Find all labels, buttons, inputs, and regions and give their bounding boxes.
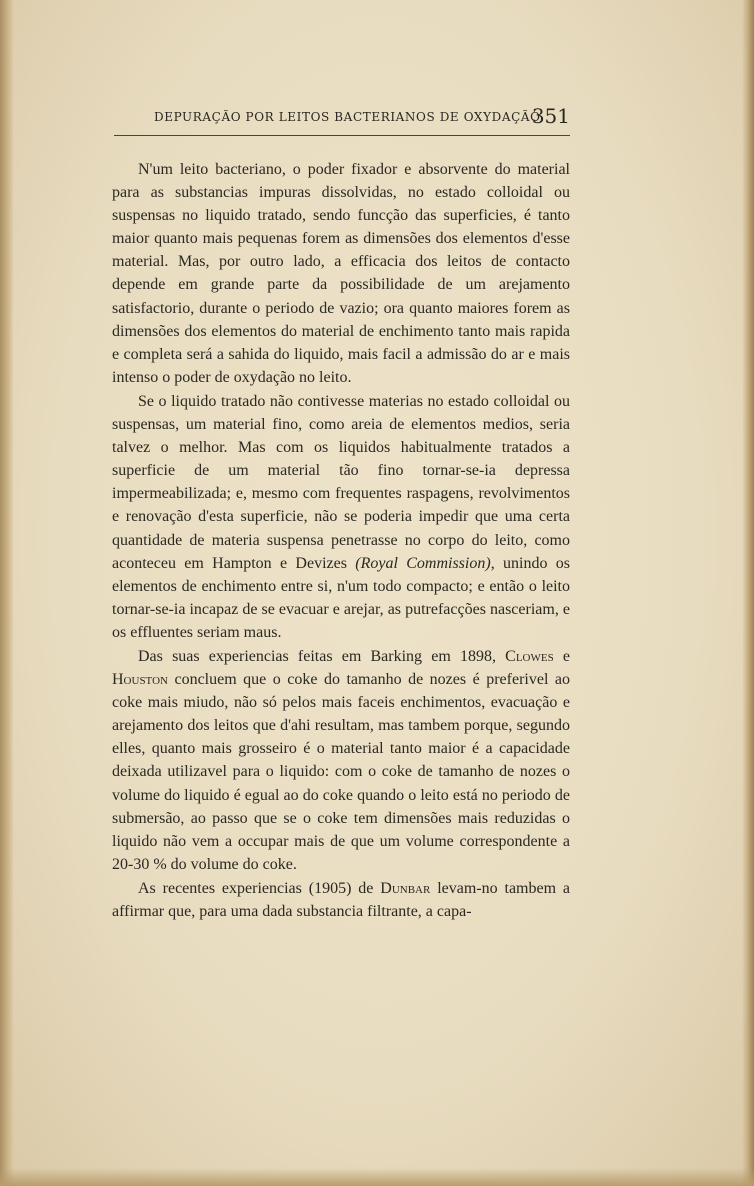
page-bottom-edge-shadow (0, 1168, 754, 1186)
paragraph-3-author-houston: Houston (112, 671, 168, 689)
header-rule (114, 135, 570, 136)
paragraph-3-author-clowes: Clowes (505, 647, 554, 665)
paragraph-2-text-b: , unindo os elementos de enchimento entre si, n'um todo compacto; e então o leito tornar-se-ia incapaz de se evacuar e arejar, as putrefacções nasceriam, e os effluentes seriam maus. (112, 554, 570, 641)
paragraph-1-text: N'um leito bacteriano, o poder fixador e absorvente do material para as substancias impuras dissolvidas, no estado colloidal ou suspensas no liquido tratado, sendo funcção das superficies, é tanto maior quanto mais pequenas forem as dimensões dos elementos d'esse material. Mas, por outro lado, a efficacia dos leitos de contacto depende em grande parte da possibilidade de um arejamento satisfactorio, durante o periodo de vazio; ora quanto maiores forem as dimensões dos elementos do material de enchimento tanto mais rapida e completa será a sahida do liquido, mais facil a admissão do ar e mais intenso o poder de oxydação no leito. (112, 161, 570, 386)
running-head: DEPURAÇÃO POR LEITOS BACTERIANOS DE OXYDAÇÃO (154, 110, 541, 124)
page-right-edge-shadow (742, 0, 754, 1186)
paragraph-1 (112, 158, 570, 389)
paragraph-3-text-c: concluem que o coke do tamanho de nozes é preferivel ao coke mais miudo, não só pelos mais faceis enchimentos, evacuação e arejamento dos leitos que d'ahi resultam, mas tambem porque, segundo elles, quanto mais grosseiro é o material tanto maior é a capacidade deixada utilizavel para o liquido: com o coke de tamanho de nozes o volume do liquido é egual ao do coke quando o leito está no periodo de submersão, ao passo que se o coke tem dimensões mais reduzidas o liquido não vem a occupar mais de que um volume correspondente a 20-30 % do volume do coke. (112, 671, 570, 873)
paragraph-3-text-a: Das suas experiencias feitas em Barking em 1898, (138, 647, 506, 665)
paragraph-4 (112, 877, 570, 923)
page-left-edge-shadow (0, 0, 14, 1186)
paragraph-2 (112, 390, 570, 644)
paragraph-2-text-a: Se o liquido tratado não contivesse materias no estado colloidal ou suspensas, um material fino, como areia de elementos medios, seria talvez o melhor. Mas com os liquidos habitualmente tratados a superficie de um material tão fino tornar-se-ia depressa impermeabilizada; e, mesmo com frequentes raspagens, revolvimentos e renovação d'esta superficie, não se poderia impedir que uma certa quantidade de materia suspensa penetrasse no corpo do leito, como aconteceu em Hampton e Devizes (112, 392, 570, 572)
body-text (112, 158, 570, 924)
paragraph-4-text-a: As recentes experiencias (1905) de (138, 879, 381, 897)
paragraph-2-italic-citation: (Royal Commission) (355, 554, 491, 572)
paragraph-4-text-b: levam-no tambem a affirmar que, para uma dada substancia filtrante, a capa- (112, 879, 571, 920)
paragraph-3 (112, 645, 570, 876)
paragraph-3-text-b: e (553, 647, 570, 665)
paragraph-4-author-dunbar: Dunbar (380, 879, 431, 897)
page-header (112, 104, 572, 132)
page-number: 351 (531, 104, 570, 128)
